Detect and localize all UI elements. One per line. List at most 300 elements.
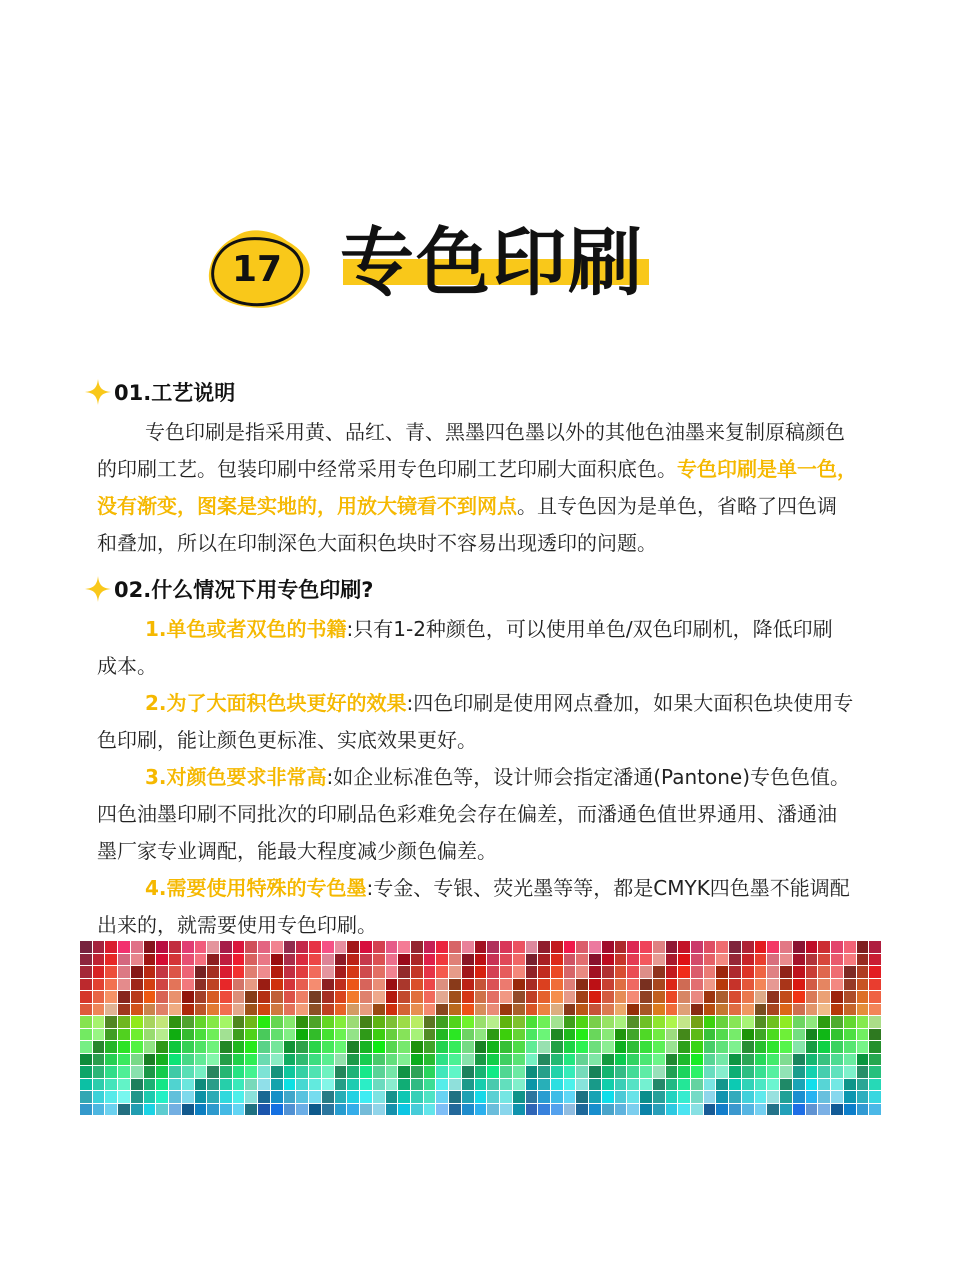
swatch-cell [80,1091,92,1103]
swatch-cell [207,966,219,978]
swatch-cell [806,966,818,978]
swatch-cell [131,1004,143,1016]
swatch-cell [105,1004,117,1016]
swatch-cell [195,991,207,1003]
swatch-cell [93,966,105,978]
swatch-cell [513,1004,525,1016]
swatch-cell [831,991,843,1003]
swatch-cell [831,1029,843,1041]
swatch-cell [360,1079,372,1091]
swatch-cell [386,954,398,966]
body-line [97,685,887,722]
swatch-cell [220,1004,232,1016]
swatch-cell [704,1104,716,1116]
body-text: 色印刷，能让颜色更标准、实底效果更好。 [97,728,477,752]
swatch-cell [857,979,869,991]
swatch-cell [716,1054,728,1066]
swatch-cell [793,1079,805,1091]
swatch-cell [373,1016,385,1028]
swatch-cell [105,979,117,991]
swatch-cell [640,941,652,953]
swatch-cell [551,991,563,1003]
swatch-cell [818,954,830,966]
highlight-text: 1.单色或者双色的书籍 [145,617,347,641]
swatch-cell [831,979,843,991]
swatch-cell [398,1041,410,1053]
swatch-cell [182,1029,194,1041]
swatch-cell [131,1016,143,1028]
body-line [97,759,887,796]
swatch-cell [500,1054,512,1066]
swatch-cell [182,941,194,953]
swatch-cell [806,1066,818,1078]
swatch-cell [258,1016,270,1028]
page-header [0,215,960,315]
swatch-cell [169,1091,181,1103]
swatch-cell [144,1091,156,1103]
swatch-cell [322,991,334,1003]
swatch-cell [271,1079,283,1091]
swatch-cell [780,1016,792,1028]
swatch-cell [373,941,385,953]
swatch-cell [806,1016,818,1028]
swatch-cell [322,1091,334,1103]
swatch-cell [245,1016,257,1028]
swatch-cell [564,1091,576,1103]
swatch-cell [144,1029,156,1041]
swatch-cell [436,954,448,966]
swatch-cell [424,966,436,978]
swatch-cell [691,1041,703,1053]
swatch-cell [602,1104,614,1116]
swatch-cell [207,1104,219,1116]
swatch-cell [373,1104,385,1116]
swatch-cell [576,966,588,978]
swatch-cell [704,966,716,978]
swatch-cell [271,1004,283,1016]
swatch-cell [309,979,321,991]
swatch-cell [245,1091,257,1103]
swatch-cell [513,1029,525,1041]
swatch-cell [182,1091,194,1103]
swatch-cell [538,991,550,1003]
swatch-cell [589,1091,601,1103]
swatch-cell [131,941,143,953]
swatch-cell [360,1041,372,1053]
swatch-cell [857,941,869,953]
swatch-cell [207,1091,219,1103]
swatch-cell [716,1029,728,1041]
swatch-cell [411,1054,423,1066]
swatch-cell [780,966,792,978]
swatch-cell [386,1029,398,1041]
swatch-cell [538,1104,550,1116]
swatch-cell [411,979,423,991]
swatch-cell [526,1004,538,1016]
swatch-cell [398,1029,410,1041]
swatch-block [615,941,704,1115]
swatch-cell [169,954,181,966]
swatch-cell [195,1016,207,1028]
swatch-cell [207,941,219,953]
swatch-cell [729,1041,741,1053]
swatch-cell [564,1066,576,1078]
swatch-cell [271,1054,283,1066]
swatch-cell [93,1004,105,1016]
swatch-cell [475,1004,487,1016]
swatch-cell [156,966,168,978]
swatch-cell [195,1091,207,1103]
swatch-cell [271,1029,283,1041]
swatch-cell [678,1041,690,1053]
swatch-cell [309,1016,321,1028]
swatch-cell [105,1066,117,1078]
swatch-cell [411,954,423,966]
swatch-cell [602,1029,614,1041]
swatch-cell [538,941,550,953]
swatch-cell [627,1041,639,1053]
swatch-cell [551,1029,563,1041]
swatch-cell [640,1079,652,1091]
swatch-cell [386,941,398,953]
swatch-cell [373,1004,385,1016]
swatch-cell [335,954,347,966]
body-line [97,907,887,944]
section-heading-label: 01.工艺说明 [114,381,236,405]
swatch-cell [258,941,270,953]
swatch-cell [424,1079,436,1091]
highlight-text: 4.需要使用特殊的专色墨 [145,876,367,900]
swatch-cell [742,1041,754,1053]
swatch-cell [487,1066,499,1078]
swatch-cell [398,966,410,978]
swatch-cell [513,1054,525,1066]
swatch-cell [564,954,576,966]
swatch-cell [360,966,372,978]
swatch-cell [589,1079,601,1091]
swatch-cell [156,1029,168,1041]
swatch-cell [144,1079,156,1091]
swatch-cell [793,1066,805,1078]
body-line [97,488,887,525]
swatch-cell [615,1016,627,1028]
swatch-cell [462,1004,474,1016]
swatch-cell [449,1079,461,1091]
swatch-cell [347,979,359,991]
swatch-cell [704,1091,716,1103]
swatch-cell [195,1066,207,1078]
swatch-cell [615,1079,627,1091]
swatch-cell [831,1054,843,1066]
swatch-cell [347,1016,359,1028]
swatch-cell [767,1016,779,1028]
swatch-cell [780,1004,792,1016]
swatch-cell [666,1066,678,1078]
swatch-cell [615,1066,627,1078]
swatch-cell [105,1091,117,1103]
swatch-cell [844,1029,856,1041]
swatch-cell [131,1029,143,1041]
swatch-cell [615,1091,627,1103]
swatch-cell [386,1041,398,1053]
swatch-cell [742,941,754,953]
swatch-cell [640,966,652,978]
swatch-cell [857,966,869,978]
swatch-cell [118,954,130,966]
swatch-cell [360,954,372,966]
swatch-cell [309,1091,321,1103]
swatch-cell [844,1016,856,1028]
swatch-cell [526,1091,538,1103]
swatch-cell [653,966,665,978]
swatch-cell [755,1104,767,1116]
swatch-cell [296,1016,308,1028]
swatch-cell [627,991,639,1003]
swatch-cell [844,941,856,953]
swatch-cell [475,941,487,953]
swatch-cell [436,1054,448,1066]
swatch-cell [373,1091,385,1103]
swatch-cell [615,1029,627,1041]
swatch-cell [806,1079,818,1091]
swatch-cell [284,966,296,978]
swatch-cell [411,991,423,1003]
swatch-cell [716,1091,728,1103]
swatch-cell [245,1041,257,1053]
swatch-cell [831,1066,843,1078]
swatch-cell [538,954,550,966]
swatch-cell [831,1079,843,1091]
swatch-cell [449,1004,461,1016]
swatch-cell [411,1029,423,1041]
swatch-cell [386,966,398,978]
swatch-cell [462,1066,474,1078]
swatch-cell [602,966,614,978]
swatch-cell [818,1054,830,1066]
swatch-cell [691,1091,703,1103]
swatch-cell [513,1066,525,1078]
swatch-cell [755,991,767,1003]
swatch-cell [793,1091,805,1103]
swatch-cell [156,1004,168,1016]
swatch-cell [666,1104,678,1116]
swatch-cell [678,991,690,1003]
swatch-cell [411,941,423,953]
swatch-cell [169,941,181,953]
swatch-cell [80,954,92,966]
swatch-cell [309,1079,321,1091]
swatch-cell [742,1016,754,1028]
swatch-cell [538,1054,550,1066]
swatch-cell [691,966,703,978]
swatch-cell [207,1066,219,1078]
swatch-cell [309,954,321,966]
swatch-cell [245,1029,257,1041]
swatch-cell [195,979,207,991]
swatch-cell [436,1079,448,1091]
swatch-cell [857,1029,869,1041]
swatch-cell [844,966,856,978]
swatch-cell [373,954,385,966]
body-line [97,722,887,759]
swatch-cell [80,1079,92,1091]
swatch-cell [284,1016,296,1028]
swatch-cell [335,1066,347,1078]
swatch-cell [424,1016,436,1028]
body-text: :只有1-2种颜色，可以使用单色/双色印刷机，降低印刷 [346,617,833,641]
swatch-cell [678,1054,690,1066]
swatch-cell [576,1079,588,1091]
swatch-cell [245,979,257,991]
swatch-cell [666,1054,678,1066]
swatch-cell [729,1029,741,1041]
swatch-cell [640,1029,652,1041]
swatch-cell [322,1041,334,1053]
swatch-cell [564,941,576,953]
swatch-cell [309,1066,321,1078]
swatch-cell [258,979,270,991]
swatch-cell [551,1079,563,1091]
swatch-cell [780,979,792,991]
swatch-cell [93,1029,105,1041]
swatch-cell [118,966,130,978]
swatch-cell [729,1091,741,1103]
swatch-cell [118,1091,130,1103]
swatch-cell [576,979,588,991]
swatch-cell [118,991,130,1003]
swatch-cell [207,954,219,966]
swatch-cell [818,1104,830,1116]
swatch-cell [271,954,283,966]
swatch-block [704,941,793,1115]
swatch-cell [818,1004,830,1016]
swatch-cell [653,1016,665,1028]
swatch-cell [258,1079,270,1091]
swatch-block [258,941,347,1115]
swatch-cell [857,1004,869,1016]
swatch-cell [245,1066,257,1078]
swatch-cell [360,941,372,953]
swatch-cell [653,991,665,1003]
swatch-cell [233,1104,245,1116]
highlight-text: 3.对颜色要求非常高 [145,765,327,789]
swatch-cell [538,1004,550,1016]
swatch-cell [487,1016,499,1028]
swatch-cell [309,991,321,1003]
swatch-cell [653,954,665,966]
swatch-cell [716,979,728,991]
swatch-cell [500,954,512,966]
swatch-cell [602,1091,614,1103]
swatch-cell [513,941,525,953]
swatch-cell [398,941,410,953]
swatch-cell [93,941,105,953]
swatch-cell [360,991,372,1003]
swatch-cell [500,941,512,953]
swatch-cell [322,1066,334,1078]
section-1-body [97,414,887,562]
swatch-cell [589,1029,601,1041]
swatch-cell [857,1016,869,1028]
swatch-cell [335,1079,347,1091]
body-line [97,833,887,870]
swatch-cell [233,1066,245,1078]
swatch-cell [449,991,461,1003]
swatch-cell [767,1004,779,1016]
swatch-cell [487,954,499,966]
swatch-cell [207,1016,219,1028]
swatch-cell [436,1066,448,1078]
swatch-cell [589,1016,601,1028]
swatch-cell [322,1004,334,1016]
swatch-cell [742,1091,754,1103]
swatch-cell [233,1091,245,1103]
swatch-cell [844,1079,856,1091]
swatch-cell [755,954,767,966]
swatch-cell [780,1079,792,1091]
swatch-cell [93,1066,105,1078]
swatch-cell [806,979,818,991]
swatch-cell [869,1066,881,1078]
swatch-cell [526,954,538,966]
swatch-cell [373,991,385,1003]
swatch-cell [169,1054,181,1066]
swatch-cell [207,1079,219,1091]
swatch-cell [449,1091,461,1103]
swatch-cell [271,1041,283,1053]
swatch-cell [691,1104,703,1116]
swatch-cell [296,941,308,953]
swatch-cell [156,979,168,991]
swatch-cell [245,966,257,978]
swatch-cell [360,1029,372,1041]
swatch-cell [258,954,270,966]
swatch-cell [729,1054,741,1066]
swatch-cell [169,1004,181,1016]
swatch-cell [806,1041,818,1053]
swatch-cell [857,1054,869,1066]
body-line [97,525,887,562]
swatch-cell [411,1041,423,1053]
swatch-cell [386,1104,398,1116]
swatch-cell [284,1091,296,1103]
swatch-cell [615,1041,627,1053]
swatch-cell [233,979,245,991]
swatch-cell [653,979,665,991]
swatch-cell [220,979,232,991]
swatch-cell [284,1079,296,1091]
swatch-cell [258,1066,270,1078]
swatch-cell [475,1054,487,1066]
swatch-cell [156,1079,168,1091]
swatch-cell [806,991,818,1003]
swatch-cell [93,1091,105,1103]
swatch-cell [487,1104,499,1116]
swatch-cell [857,991,869,1003]
swatch-cell [131,991,143,1003]
swatch-cell [156,1091,168,1103]
swatch-cell [462,1041,474,1053]
swatch-cell [475,991,487,1003]
swatch-cell [80,966,92,978]
swatch-cell [806,941,818,953]
swatch-cell [169,1079,181,1091]
swatch-cell [462,991,474,1003]
swatch-cell [182,1004,194,1016]
swatch-cell [436,991,448,1003]
swatch-cell [729,954,741,966]
swatch-cell [691,1029,703,1041]
